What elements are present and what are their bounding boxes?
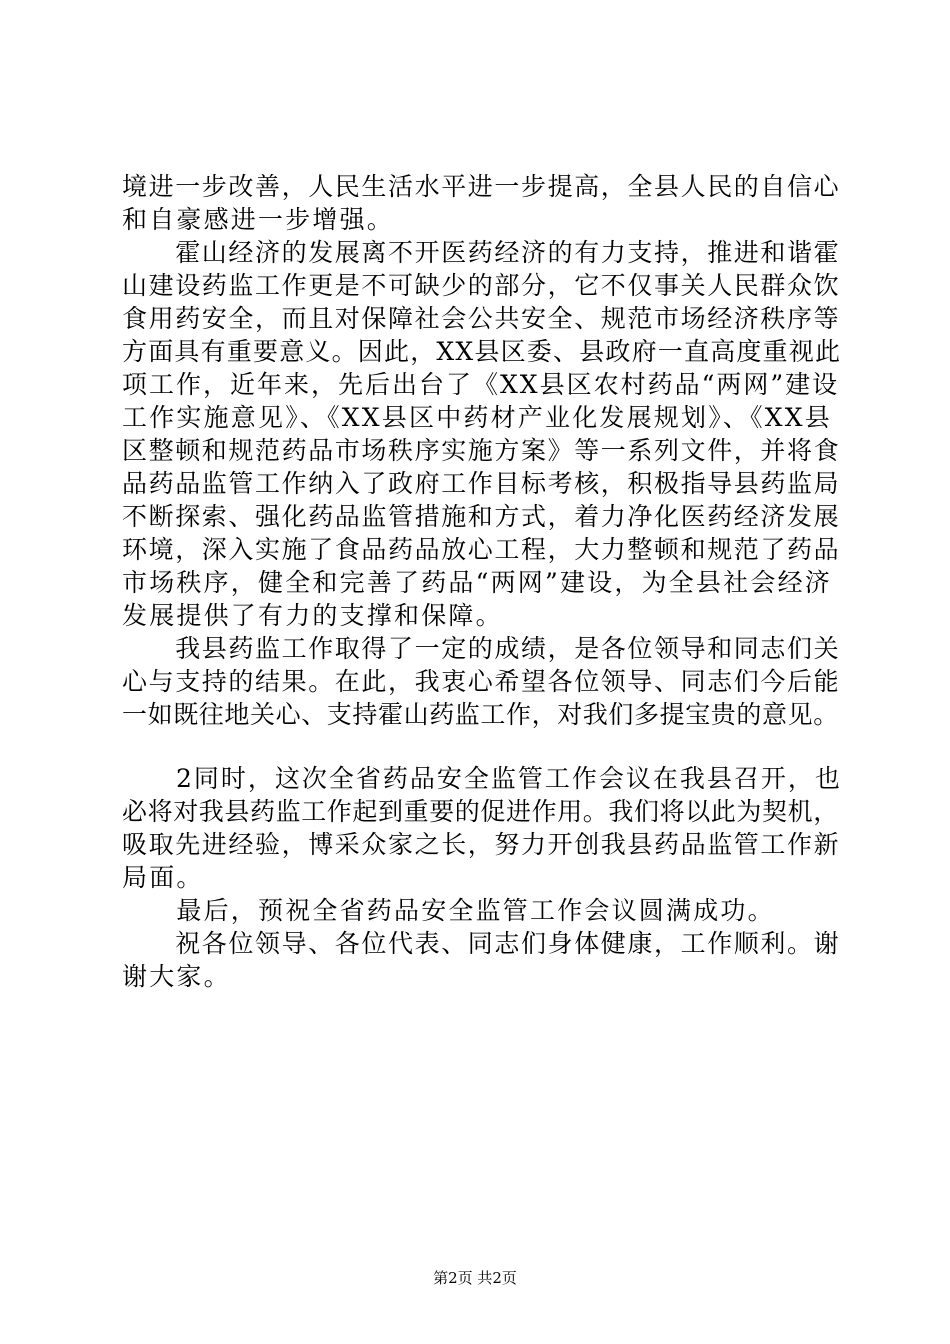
text-line: 境进一步改善，人民生活水平进一步提高，全县人民的自信心 [122, 172, 841, 201]
text-line: 区整顿和规范药品市场秩序实施方案》等一系列文件，并将食 [122, 436, 841, 465]
text-line: 方面具有重要意义。因此，XX县区委、县政府一直高度重视此 [122, 337, 842, 366]
text-line: 环境，深入实施了食品药品放心工程，大力整顿和规范了药品 [122, 535, 841, 564]
page-number-footer: 第2页 共2页 [433, 1269, 517, 1287]
text-line: 发展提供了有力的支撑和保障。 [122, 601, 503, 630]
text-line: 我县药监工作取得了一定的成绩，是各位领导和同志们关 [122, 634, 841, 663]
text-line: 祝各位领导、各位代表、同志们身体健康，工作顺利。谢 [122, 929, 841, 958]
text-line: 市场秩序，健全和完善了药品“两网”建设，为全县社会经济 [122, 568, 832, 597]
body-text [122, 170, 842, 993]
text-line: 最后，预祝全省药品安全监管工作会议圆满成功。 [122, 896, 775, 925]
text-line: 霍山经济的发展离不开医药经济的有力支持，推进和谐霍 [122, 238, 841, 267]
text-line: 心与支持的结果。在此，我衷心希望各位领导、同志们今后能 [122, 667, 841, 696]
text-line: 吸取先进经验，博采众家之长，努力开创我县药品监管工作新 [122, 830, 841, 859]
text-line: 一如既往地关心、支持霍山药监工作，对我们多提宝贵的意见。 [122, 700, 839, 729]
text-line: 山建设药监工作更是不可缺少的部分，它不仅事关人民群众饮 [122, 271, 841, 300]
text-line: 食用药安全，而且对保障社会公共安全、规范市场经济秩序等 [122, 304, 841, 333]
text-line: 2同时，这次全省药品安全监管工作会议在我县召开，也 [122, 764, 842, 793]
text-line: 品药品监管工作纳入了政府工作目标考核，积极指导县药监局 [122, 469, 841, 498]
text-line: 工作实施意见》、《XX县区中药材产业化发展规划》、《XX县 [122, 403, 832, 432]
text-line: 和自豪感进一步增强。 [122, 205, 395, 234]
text-line: 必将对我县药监工作起到重要的促进作用。我们将以此为契机， [122, 797, 839, 826]
paragraph-gap [122, 731, 842, 762]
text-line: 项工作，近年来，先后出台了《XX县区农村药品“两网”建设 [122, 370, 840, 399]
text-line: 谢大家。 [122, 962, 231, 991]
text-line: 局面。 [122, 863, 204, 892]
text-line: 不断探索、强化药品监管措施和方式，着力净化医药经济发展 [122, 502, 841, 531]
